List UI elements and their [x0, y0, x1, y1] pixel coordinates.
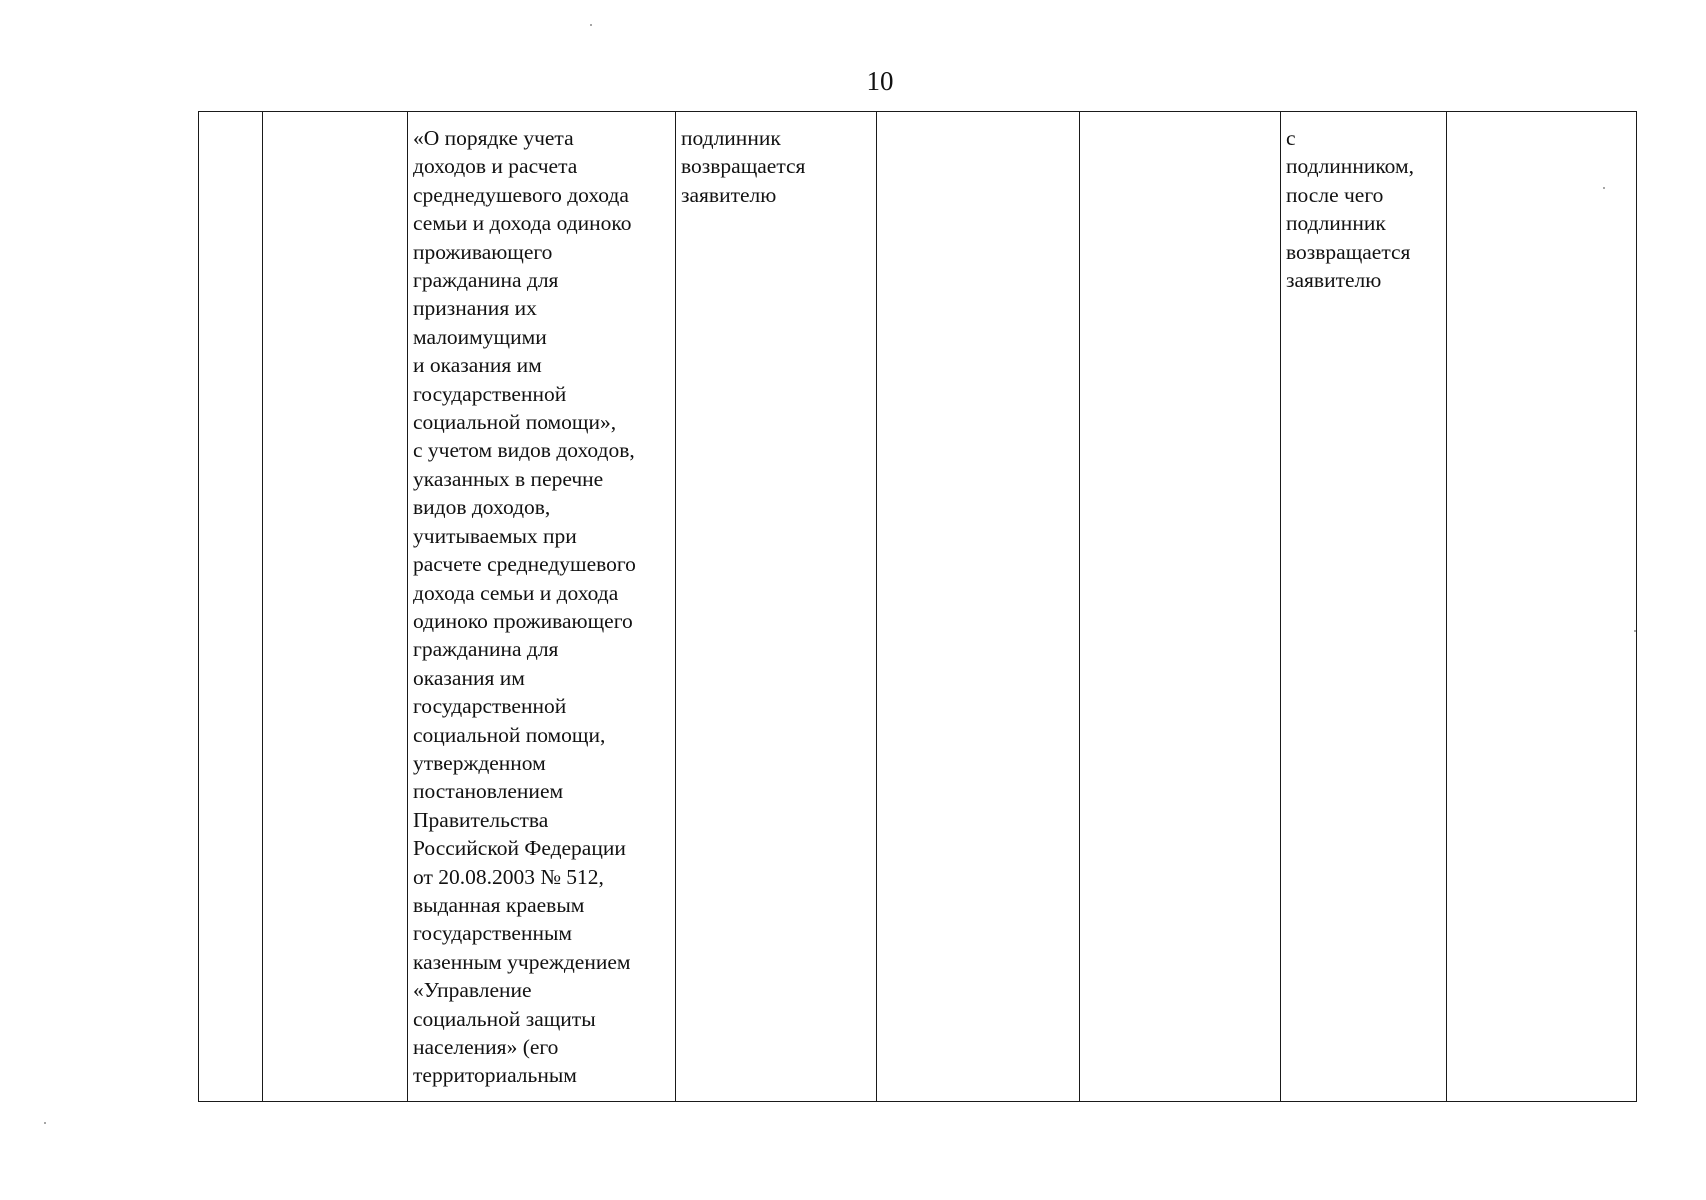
scan-speck: [44, 1122, 46, 1124]
scan-speck: [1634, 630, 1636, 632]
table-cell-col-8: [1447, 112, 1637, 1102]
page-number: 10: [866, 66, 894, 96]
table-cell-col-1: [199, 112, 263, 1102]
scan-speck: [1603, 187, 1605, 189]
table-cell-copy-verification: с подлинником, после чего подлинник возвращается заявителю: [1281, 112, 1447, 1102]
table-cell-col-2: [263, 112, 408, 1102]
document-table: [198, 111, 1637, 1102]
table-cell-original-returned: подлинник возвращается заявителю: [676, 112, 877, 1102]
table-row: [199, 112, 1637, 1102]
table-cell-document-description: «О порядке учета доходов и расчета среднедушевого дохода семьи и дохода одиноко проживающего гражданина для признания их малоимущими и оказания им государственной социальной помощи», с учетом видов доходов, указанных в перечне видов доходов, учитываемых при расчете среднедушевого дохода семьи и дохода одиноко проживающего гражданина для оказания им государственной социальной помощи, утвержденном постановлением Правительства Российской Федерации от 20.08.2003 № 512, выданная краевым государственным казенным учреждением «Управление социальной защиты населения» (его территориальным: [408, 112, 676, 1102]
table-cell-col-5: [877, 112, 1080, 1102]
scan-speck: [590, 24, 592, 26]
table-cell-col-6: [1080, 112, 1281, 1102]
